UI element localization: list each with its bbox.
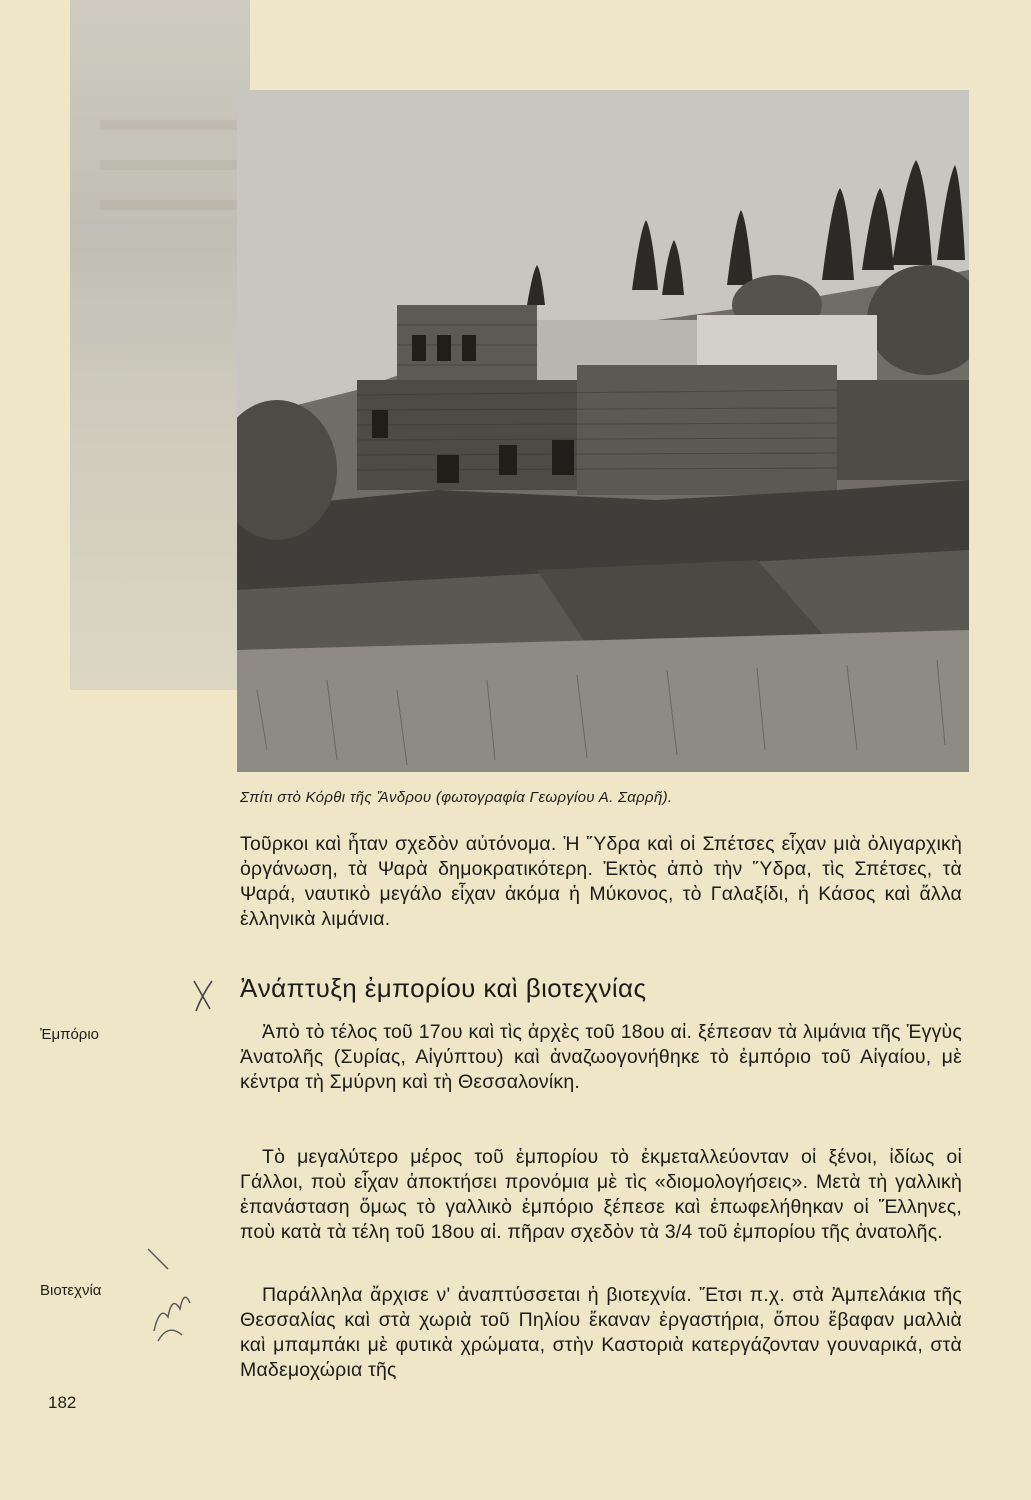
house-photo-icon (237, 90, 969, 772)
bleed-through-image (70, 0, 250, 690)
bleed-through-line (100, 120, 250, 130)
margin-label-emporio: Ἐμπόριο (40, 1026, 100, 1043)
handwritten-scribble-mark (138, 1245, 198, 1355)
margin-label-viotechnia: Βιοτεχνία (40, 1282, 102, 1299)
bleed-through-line (100, 160, 250, 170)
section-heading: Ἀνάπτυξη ἐμπορίου καὶ βιοτεχνίας (240, 973, 647, 1003)
page-number: 182 (48, 1393, 77, 1412)
paragraph-3: Τὸ μεγαλύτερο μέρος τοῦ ἐμπορίου τὸ ἐκμεταλλεύονταν οἱ ξένοι, ἰδίως οἱ Γάλλοι, ποὺ εἶχαν ἀποκτήσει προνόμια μὲ τὶς «διομολογήσεις». Μετὰ τὴ γαλλικὴ ἐπανάσταση ὅμως τὸ γαλλικὸ ἐμπόριο ξέπεσε καὶ ἐπωφελήθηκαν οἱ Ἕλληνες, ποὺ κατὰ τὰ τέλη τοῦ 18ου αἰ. πῆραν σχεδὸν τὰ 3/4 τοῦ ἐμπορίου τῆς ἀνατολῆς. (240, 1146, 962, 1243)
bleed-through-line (100, 200, 250, 210)
paragraph-4: Παράλληλα ἄρχισε ν' ἀναπτύσσεται ἡ βιοτεχνία. Ἔτσι π.χ. στὰ Ἀμπελάκια τῆς Θεσσαλίας καὶ στὰ χωριὰ τοῦ Πηλίου ἔκαναν ἐργαστήρια, ὅπου ἔβαφαν μαλλιὰ καὶ μπαμπάκι μὲ φυτικὰ χρώματα, στὴν Καστοριὰ κατεργάζονταν γουναρικά, στὰ Μαδεμοχώρια τῆς (240, 1284, 962, 1381)
paragraph-1: Τοῦρκοι καὶ ἦταν σχεδὸν αὐτόνομα. Ἡ Ὕδρα καὶ οἱ Σπέτσες εἶχαν μιὰ ὀλιγαρχικὴ ὀργάνωση, τὰ Ψαρὰ δημοκρατικότερη. Ἐκτὸς ἀπὸ τὴν Ὕδρα, τὶς Σπέτσες, τὰ Ψαρά, ναυτικὸ μεγάλο εἶχαν ἀκόμα ἡ Μύκονος, τὸ Γαλαξίδι, ἡ Κάσος καὶ ἄλλα ἑλληνικὰ λιμάνια. (240, 833, 962, 930)
handwritten-x-mark (188, 975, 222, 1017)
paragraph-2: Ἀπὸ τὸ τέλος τοῦ 17ου καὶ τὶς ἀρχὲς τοῦ 18ου αἰ. ξέπεσαν τὰ λιμάνια τῆς Ἐγγὺς Ἀνατολῆς (Συρίας, Αἰγύπτου) καὶ ἀναζωογονήθηκε τὸ ἐμπόριο τοῦ Αἰγαίου, μὲ κέντρα τὴ Σμύρνη καὶ τὴ Θεσσαλονίκη. (240, 1021, 962, 1093)
house-photograph (237, 90, 969, 772)
photo-caption: Σπίτι στὸ Κόρθι τῆς Ἄνδρου (φωτογραφία Γεωργίου Α. Σαρρῆ). (240, 789, 673, 806)
